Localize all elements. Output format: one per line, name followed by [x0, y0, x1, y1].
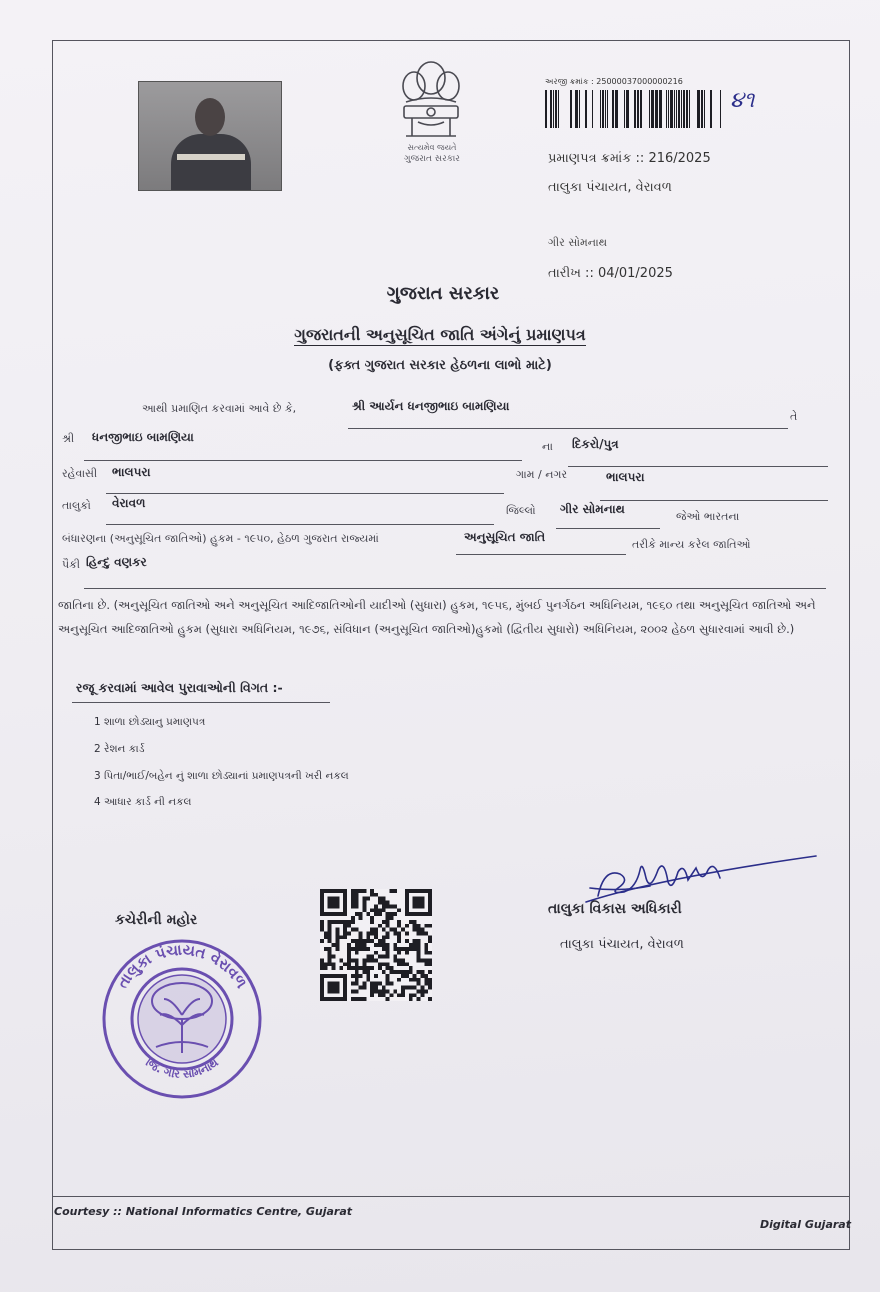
underline: [106, 493, 504, 494]
national-emblem-icon: [392, 56, 470, 142]
handwritten-number: ૪૧: [730, 88, 755, 113]
document-item: 4 આધાર કાર્ડ ની નકલ: [94, 796, 192, 808]
certificate-number: પ્રમાણપત્ર ક્રમાંક :: 216/2025: [548, 151, 711, 166]
emblem-motto: સત્યમેવ જયતે: [407, 143, 457, 152]
barcode: [545, 90, 721, 128]
certificate-subtitle: (ફક્ત ગુજરાત સરકાર હેઠળના લાભો માટે): [328, 358, 552, 373]
resident-label: રહેવાસી: [62, 467, 98, 480]
recognised-label: તરીકે માન્ય કરેલ જાતિઓ: [632, 538, 751, 551]
na-label: ના: [542, 440, 553, 453]
district: ગીર સોમનાથ: [560, 502, 625, 516]
paiki-label: પૈકી: [62, 558, 81, 571]
village-label: ગામ / નગર: [516, 468, 568, 481]
india-label: જેઓ ભારતના: [676, 510, 740, 523]
certificate-title: [0, 325, 880, 345]
underline: [456, 554, 626, 555]
office-seal-label: કચેરીની મહોર: [115, 912, 198, 928]
legal-paragraph: જાતિના છે. (અનુસૂચિત જાતિઓ અને અનુસૂચિત આદિજાતિઓની યાદીઓ (સુધારા) હુકમ, ૧૯૫૬, મુંબઈ પુનર્ગઠન અધિનિયમ, ૧૯૬૦ તથા અનુસૂચિત જાતિઓ અને અનુસૂચિત આદિજાતિઓ હુકમ (સુધારા અધિનિયમ, ૧૯૭૬, સંવિધાન (અનુસૂચિત જાતિઓ)હુકમો (દ્વિતીય સુધારો) અધિનિયમ, ૨૦૦૨ હેઠળ સુધારવામાં આવી છે.): [58, 598, 816, 636]
seal-ring-text: તાલુકા પંચાયત વેરાવળ: [113, 940, 251, 992]
issuing-office: તાલુકા પંચાયત, વેરાવળ: [548, 180, 672, 195]
seal-bottom-text: જિ. ગીર સોમનાથ: [143, 1055, 221, 1082]
taluka-label: તાલુકો: [62, 499, 91, 512]
constitution-label: બંધારણના (અનુસૂચિત જાતિઓ) હુકમ - ૧૯૫૦, હેઠળ ગુજરાત રાજ્યમાં: [62, 532, 379, 545]
document-item: 1 શાળા છોડ્યાનુ પ્રમાણપત્ર: [94, 716, 206, 728]
footer-divider: [52, 1196, 850, 1197]
applicant-photo: [138, 81, 282, 191]
underline: [600, 500, 828, 501]
documents-title: રજૂ કરવામાં આવેલ પુરાવાઓની વિગત :-: [76, 680, 283, 695]
taluka: વેરાવળ: [112, 496, 146, 510]
applicant-name: શ્રી આર્યન ધનજીભાઇ બામણિયા: [352, 399, 510, 413]
officer-signature: [580, 848, 820, 908]
qr-code: [320, 888, 432, 1002]
underline: [106, 524, 494, 525]
te-label: તે: [790, 410, 798, 423]
emblem-caption: ગુજરાત સરકાર: [404, 154, 460, 164]
document-item: 3 પિતા/ભાઈ/બહેન નું શાળા છોડ્યાનાં પ્રમાણપત્રની ખરી નકલ: [94, 770, 349, 782]
officer-designation: તાલુકા વિકાસ અધિકારી: [548, 901, 682, 917]
digital-gujarat-text: Digital Gujarat: [760, 1218, 851, 1231]
father-name: ધનજીભાઇ બામણિયા: [92, 430, 194, 444]
underline: [84, 460, 522, 461]
district-label: જિલ્લો: [506, 504, 536, 517]
officer-office: તાલુકા પંચાયત, વેરાવળ: [560, 937, 684, 952]
caste: હિન્દુ વણકર: [86, 555, 147, 569]
shri-label: શ્રી: [62, 432, 75, 445]
residence: ભાલપરા: [112, 465, 151, 479]
underline: [568, 466, 828, 467]
underline: [556, 528, 660, 529]
courtesy-text: Courtesy :: National Informatics Centre, Gujarat: [54, 1205, 353, 1218]
document-item: 2 રેશન કાર્ડ: [94, 743, 145, 755]
issuing-district: ગીર સોમનાથ: [548, 236, 608, 249]
category: અનુસૂચિત જાતિ: [464, 530, 546, 544]
application-number: અરજી ક્રમાંક : 25000037000000216: [545, 77, 683, 86]
village: ભાલપરા: [606, 470, 645, 484]
certificate-title-text: ગુજરાતની અનુસૂચિત જાતિ અંગેનું પ્રમાણપત્ર: [294, 325, 586, 344]
certify-label: આથી પ્રમાણિત કરવામાં આવે છે કે,: [142, 402, 297, 415]
documents-title-underline: [72, 702, 330, 703]
underline: [348, 428, 788, 429]
government-heading: ગુજરાત સરકાર: [386, 283, 500, 304]
issue-date: તારીખ :: 04/01/2025: [548, 266, 673, 281]
office-seal-stamp: [98, 935, 266, 1103]
relation: દિકરો/પુત્ર: [572, 437, 619, 451]
underline: [84, 588, 826, 589]
